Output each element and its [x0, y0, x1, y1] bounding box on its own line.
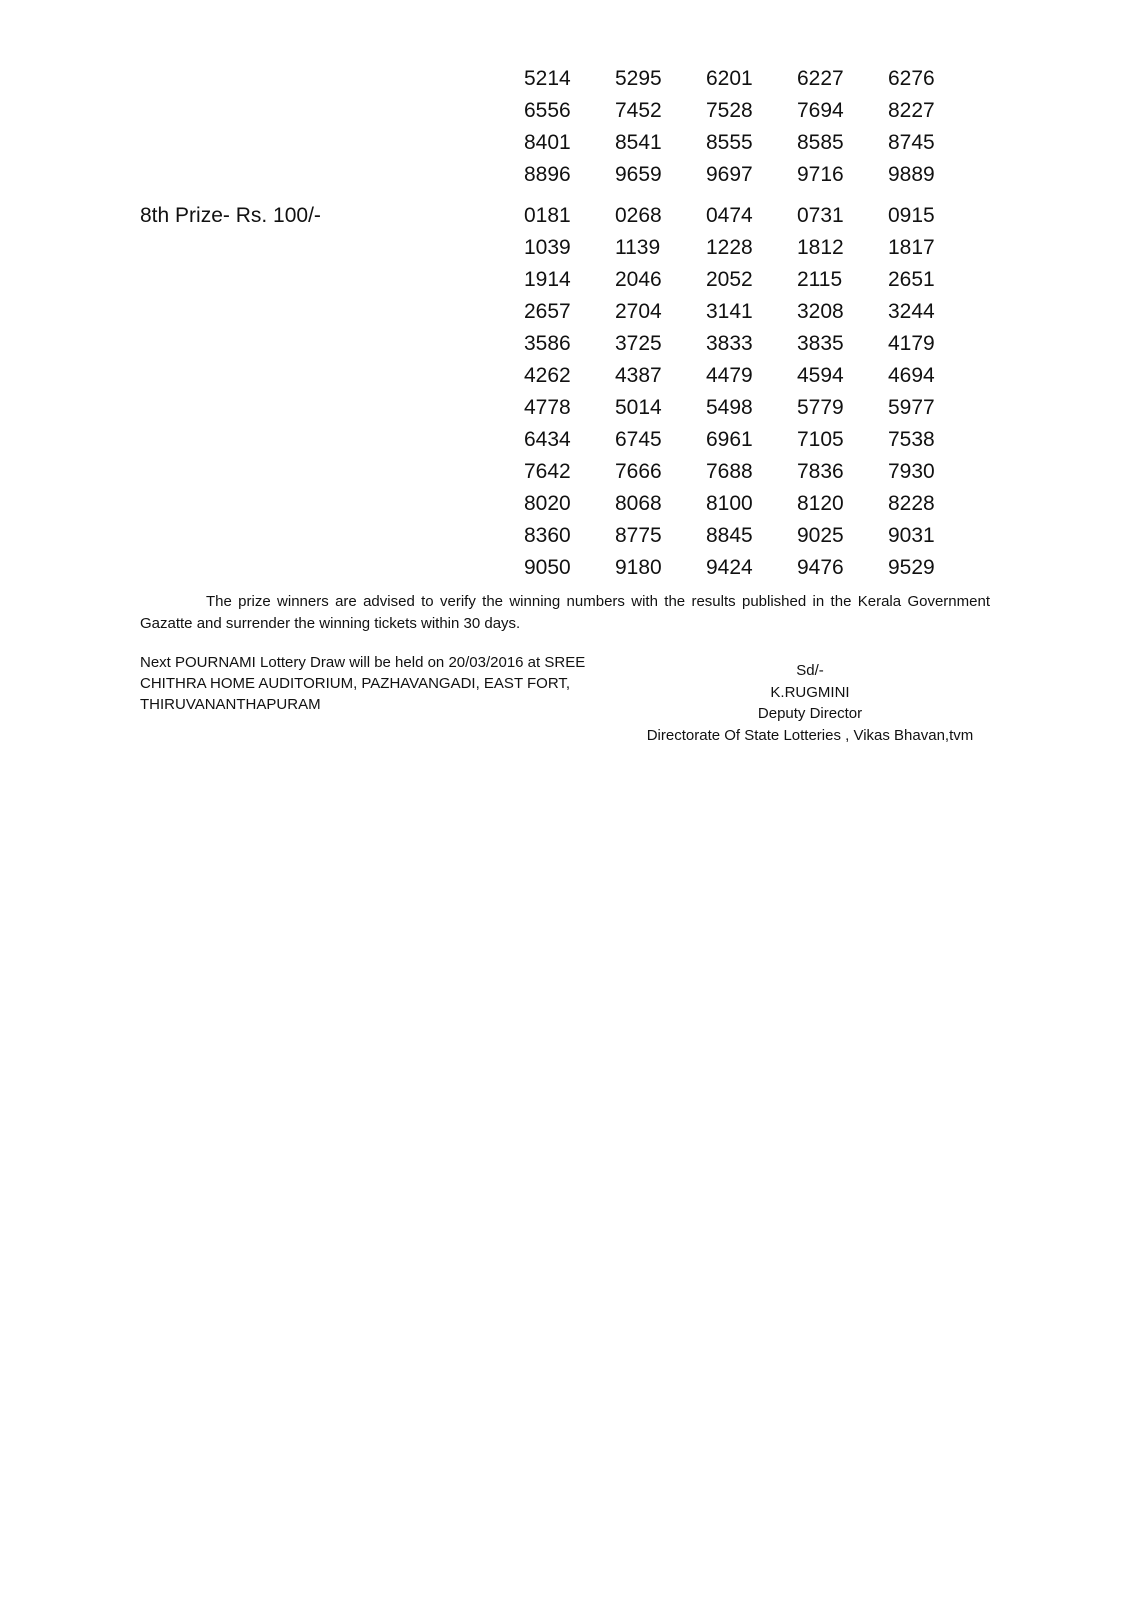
ticket-number: 5295	[615, 67, 662, 90]
next-draw-info: Next POURNAMI Lottery Draw will be held on 20/03/2016 at SREE CHITHRA HOME AUDITORIUM, PAZHAVANGADI, EAST FORT, THIRUVANANTHAPURAM	[140, 654, 586, 713]
ticket-number: 2052	[706, 268, 753, 291]
ticket-number: 1812	[797, 236, 844, 259]
ticket-number: 8845	[706, 524, 753, 547]
ticket-number: 7538	[888, 428, 935, 451]
ticket-number: 3833	[706, 332, 753, 355]
ticket-number: 3725	[615, 332, 662, 355]
number-row	[500, 264, 960, 296]
ticket-number: 6556	[524, 99, 571, 122]
ticket-number: 4179	[888, 332, 935, 355]
ticket-number: 2704	[615, 300, 662, 323]
ticket-number: 3586	[524, 332, 571, 355]
eighth-prize-label: 8th Prize- Rs. 100/-	[140, 204, 321, 227]
number-row	[500, 296, 960, 328]
ticket-number: 8401	[524, 131, 571, 154]
ticket-number: 8585	[797, 131, 844, 154]
number-row	[500, 360, 960, 392]
signatory-designation: Deputy Director	[757, 705, 863, 722]
ticket-number: 3141	[706, 300, 753, 323]
ticket-number: 4694	[888, 364, 935, 387]
ticket-number: 9659	[615, 163, 662, 186]
ticket-number: 0474	[706, 204, 753, 227]
ticket-number: 5014	[615, 396, 662, 419]
ticket-number: 0181	[524, 204, 571, 227]
number-row	[500, 127, 960, 159]
number-row	[500, 95, 960, 127]
signature-sd: Sd/-	[796, 662, 824, 679]
ticket-number: 3244	[888, 300, 935, 323]
ticket-number: 7452	[615, 99, 662, 122]
number-row	[500, 232, 960, 264]
ticket-number: 5214	[524, 67, 571, 90]
ticket-number: 8228	[888, 492, 935, 515]
signature-block	[630, 660, 990, 746]
ticket-number: 0731	[797, 204, 844, 227]
ticket-number: 7528	[706, 99, 753, 122]
number-row	[500, 159, 960, 191]
ticket-number: 9050	[524, 556, 571, 579]
ticket-number: 4479	[706, 364, 753, 387]
eighth-prize-numbers	[500, 200, 960, 584]
ticket-number: 5779	[797, 396, 844, 419]
ticket-number: 7666	[615, 460, 662, 483]
ticket-number: 9031	[888, 524, 935, 547]
ticket-number: 9697	[706, 163, 753, 186]
ticket-number: 6961	[706, 428, 753, 451]
ticket-number: 4594	[797, 364, 844, 387]
ticket-number: 4778	[524, 396, 571, 419]
ticket-number: 7688	[706, 460, 753, 483]
ticket-number: 7642	[524, 460, 571, 483]
ticket-number: 4262	[524, 364, 571, 387]
number-row	[500, 63, 960, 95]
signatory-office: Directorate Of State Lotteries , Vikas Bhavan,tvm	[646, 726, 974, 744]
ticket-number: 7930	[888, 460, 935, 483]
continued-prize-numbers	[500, 63, 960, 191]
ticket-number: 6201	[706, 67, 753, 90]
ticket-number: 6227	[797, 67, 844, 90]
ticket-number: 9025	[797, 524, 844, 547]
number-row	[500, 328, 960, 360]
ticket-number: 6276	[888, 67, 935, 90]
ticket-number: 1139	[615, 236, 661, 259]
ticket-number: 8745	[888, 131, 935, 154]
ticket-number: 9180	[615, 556, 662, 579]
ticket-number: 9529	[888, 556, 935, 579]
ticket-number: 8555	[706, 131, 753, 154]
ticket-number: 1817	[888, 236, 935, 259]
number-row	[500, 200, 960, 232]
ticket-number: 8360	[524, 524, 571, 547]
ticket-number: 2651	[888, 268, 935, 291]
ticket-number: 9716	[797, 163, 844, 186]
ticket-number: 9889	[888, 163, 935, 186]
ticket-number: 1914	[524, 268, 571, 291]
ticket-number: 8896	[524, 163, 571, 186]
ticket-number: 2046	[615, 268, 662, 291]
ticket-number: 7694	[797, 99, 844, 122]
number-row	[500, 392, 960, 424]
ticket-number: 4387	[615, 364, 662, 387]
ticket-number: 6745	[615, 428, 662, 451]
ticket-number: 8227	[888, 99, 935, 122]
number-row	[500, 424, 960, 456]
ticket-number: 5498	[706, 396, 753, 419]
number-row	[500, 520, 960, 552]
ticket-number: 9476	[797, 556, 844, 579]
number-row	[500, 456, 960, 488]
ticket-number: 2657	[524, 300, 571, 323]
ticket-number: 8120	[797, 492, 844, 515]
ticket-number: 2115	[797, 268, 843, 291]
ticket-number: 9424	[706, 556, 753, 579]
ticket-number: 1228	[706, 236, 753, 259]
ticket-number: 7105	[797, 428, 844, 451]
ticket-number: 8068	[615, 492, 662, 515]
ticket-number: 8541	[615, 131, 662, 154]
ticket-number: 0915	[888, 204, 935, 227]
ticket-number: 8775	[615, 524, 662, 547]
ticket-number: 1039	[524, 236, 571, 259]
ticket-number: 8020	[524, 492, 571, 515]
ticket-number: 0268	[615, 204, 662, 227]
ticket-number: 7836	[797, 460, 844, 483]
ticket-number: 6434	[524, 428, 571, 451]
ticket-number: 3208	[797, 300, 844, 323]
winner-notice: The prize winners are advised to verify the winning numbers with the results published in the Kerala Government Gazatte and surrender the winning tickets within 30 days.	[140, 593, 990, 632]
ticket-number: 3835	[797, 332, 844, 355]
ticket-number: 8100	[706, 492, 753, 515]
signatory-name: K.RUGMINI	[770, 683, 850, 701]
number-row	[500, 488, 960, 520]
number-row	[500, 552, 960, 584]
ticket-number: 5977	[888, 396, 935, 419]
